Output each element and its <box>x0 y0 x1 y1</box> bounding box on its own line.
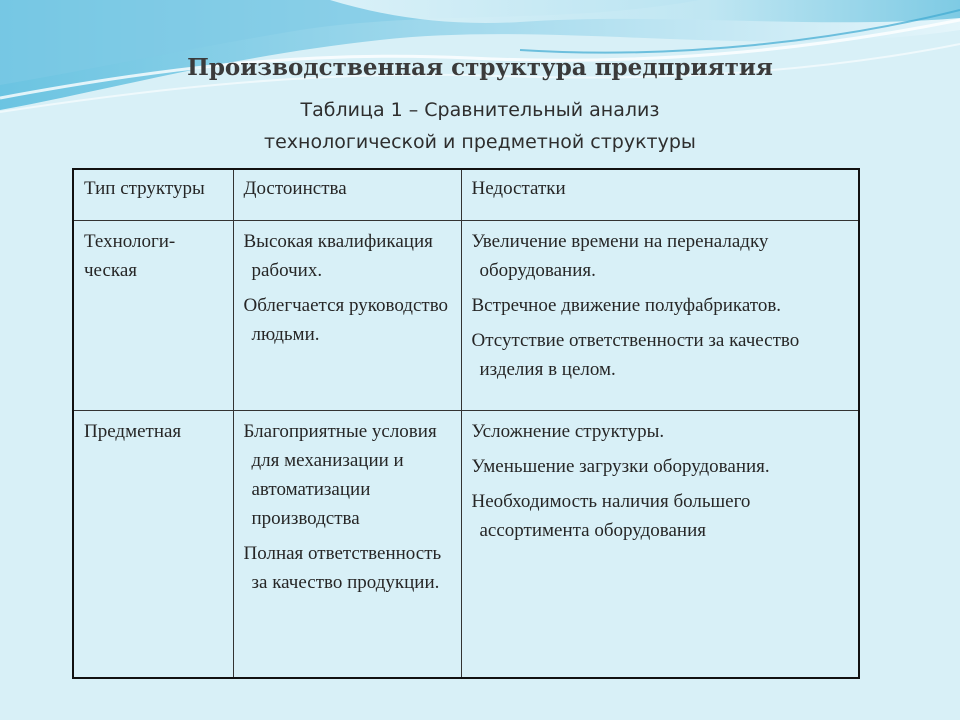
table-row <box>73 410 859 678</box>
cell-advantages <box>233 220 461 410</box>
disadvantage-item: Необходимость наличия большего ассортимента оборудования <box>471 490 751 541</box>
advantage-item: Облегчается руководство людьми. <box>243 294 449 345</box>
structure-type-label: Предметная <box>84 420 182 442</box>
advantage-item: Благоприятные условия для механизации и автоматизации производства <box>243 420 437 529</box>
disadvantage-item: Встречное движение полуфабрикатов. <box>471 294 782 316</box>
slide-title: Производственная структура предприятия <box>187 54 773 81</box>
header-disadvantages: Недостатки <box>461 169 859 220</box>
comparison-table <box>72 168 860 679</box>
advantage-item: Высокая квалификация рабочих. <box>243 230 433 281</box>
table-caption-line-2: технологической и предметной структуры <box>264 131 696 153</box>
table-row <box>73 220 859 410</box>
table-caption <box>0 94 960 158</box>
structure-type-label: Технологи- ческая <box>84 230 176 281</box>
disadvantage-item: Усложнение структуры. <box>471 420 665 442</box>
cell-advantages <box>233 410 461 678</box>
header-advantages: Достоинства <box>233 169 461 220</box>
cell-disadvantages <box>461 410 859 678</box>
disadvantage-item: Уменьшение загрузки оборудования. <box>471 455 770 477</box>
cell-disadvantages <box>461 220 859 410</box>
advantage-item: Полная ответственность за качество продукции. <box>243 542 442 593</box>
disadvantage-item: Отсутствие ответственности за качество изделия в целом. <box>471 329 800 380</box>
table-caption-line-1: Таблица 1 – Сравнительный анализ <box>300 99 660 121</box>
cell-structure-type <box>73 220 233 410</box>
cell-structure-type <box>73 410 233 678</box>
header-structure-type: Тип структуры <box>73 169 233 220</box>
table-header-row <box>73 169 859 220</box>
disadvantage-item: Увеличение времени на переналадку оборудования. <box>471 230 769 281</box>
